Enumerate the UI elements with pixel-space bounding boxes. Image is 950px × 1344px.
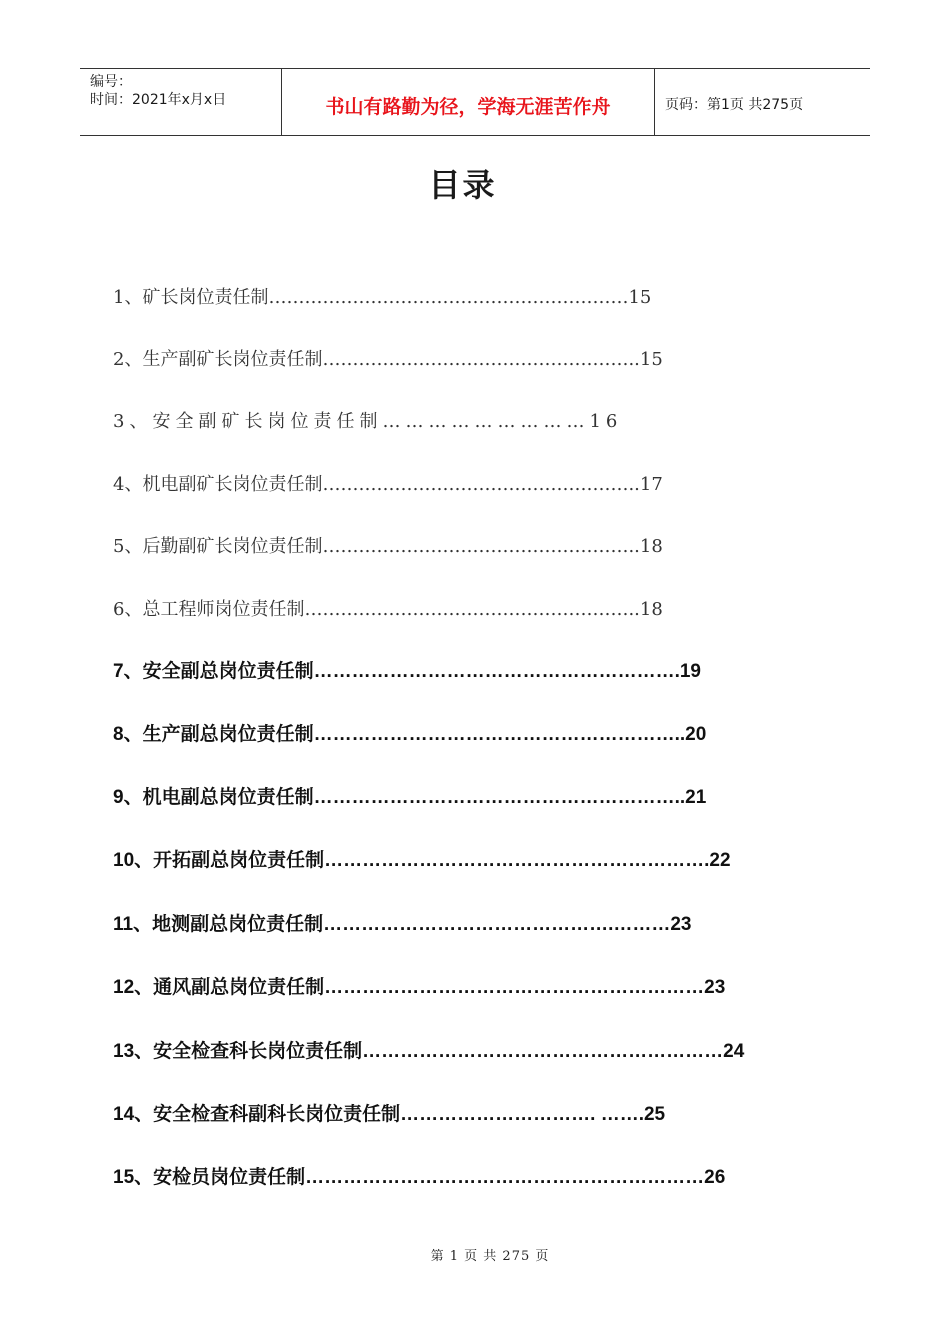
toc-entry[interactable]: 9、机电副总岗位责任制…………………………………………………..21 xyxy=(113,787,707,808)
time-label: 时间：2021年x月x日 xyxy=(90,92,227,108)
toc-entry[interactable]: 12、通风副总岗位责任制……………………………………………………23 xyxy=(113,977,726,998)
toc-entry[interactable]: 13、安全检查科长岗位责任制…………………………………………………24 xyxy=(113,1041,745,1062)
toc-entry[interactable]: 5、后勤副矿长岗位责任制……………………………………………..18 xyxy=(113,536,663,557)
number-label: 编号： xyxy=(90,74,132,90)
toc-entry[interactable]: 10、开拓副总岗位责任制…………………………………………………….22 xyxy=(113,850,731,871)
toc-entry[interactable]: 4、机电副矿长岗位责任制……………………………………………..17 xyxy=(113,474,663,495)
header-motto: 书山有路勤为径，学海无涯苦作舟 xyxy=(282,69,655,135)
toc-entry[interactable]: 2、生产副矿长岗位责任制……………………………………………..15 xyxy=(113,349,663,370)
toc-entry[interactable]: 15、安检员岗位责任制………………………………………………………26 xyxy=(113,1167,726,1188)
toc-entry[interactable]: 8、生产副总岗位责任制…………………………………………………..20 xyxy=(113,724,707,745)
page-title: 目录 xyxy=(428,166,497,204)
toc-entry[interactable]: 6、总工程师岗位责任制………………………………………………..18 xyxy=(113,599,663,620)
page-header xyxy=(80,68,870,136)
toc-entry[interactable]: 1、矿长岗位责任制……………………………………………………15 xyxy=(113,287,652,308)
toc-entry[interactable]: 14、安全检查科副科长岗位责任制…………………………. …….25 xyxy=(113,1104,666,1125)
toc-entry[interactable]: 7、安全副总岗位责任制………………………………………………….19 xyxy=(113,661,701,682)
toc-entry[interactable]: 11、地测副总岗位责任制……………………………………….………23 xyxy=(113,914,692,935)
page-footer: 第 1 页 共 275 页 xyxy=(430,1249,550,1264)
toc-entry[interactable]: 3、安全副矿长岗位责任制………………………16 xyxy=(113,411,623,432)
header-meta xyxy=(80,69,282,135)
header-page-info: 页码：第1页 共275页 xyxy=(665,97,804,113)
